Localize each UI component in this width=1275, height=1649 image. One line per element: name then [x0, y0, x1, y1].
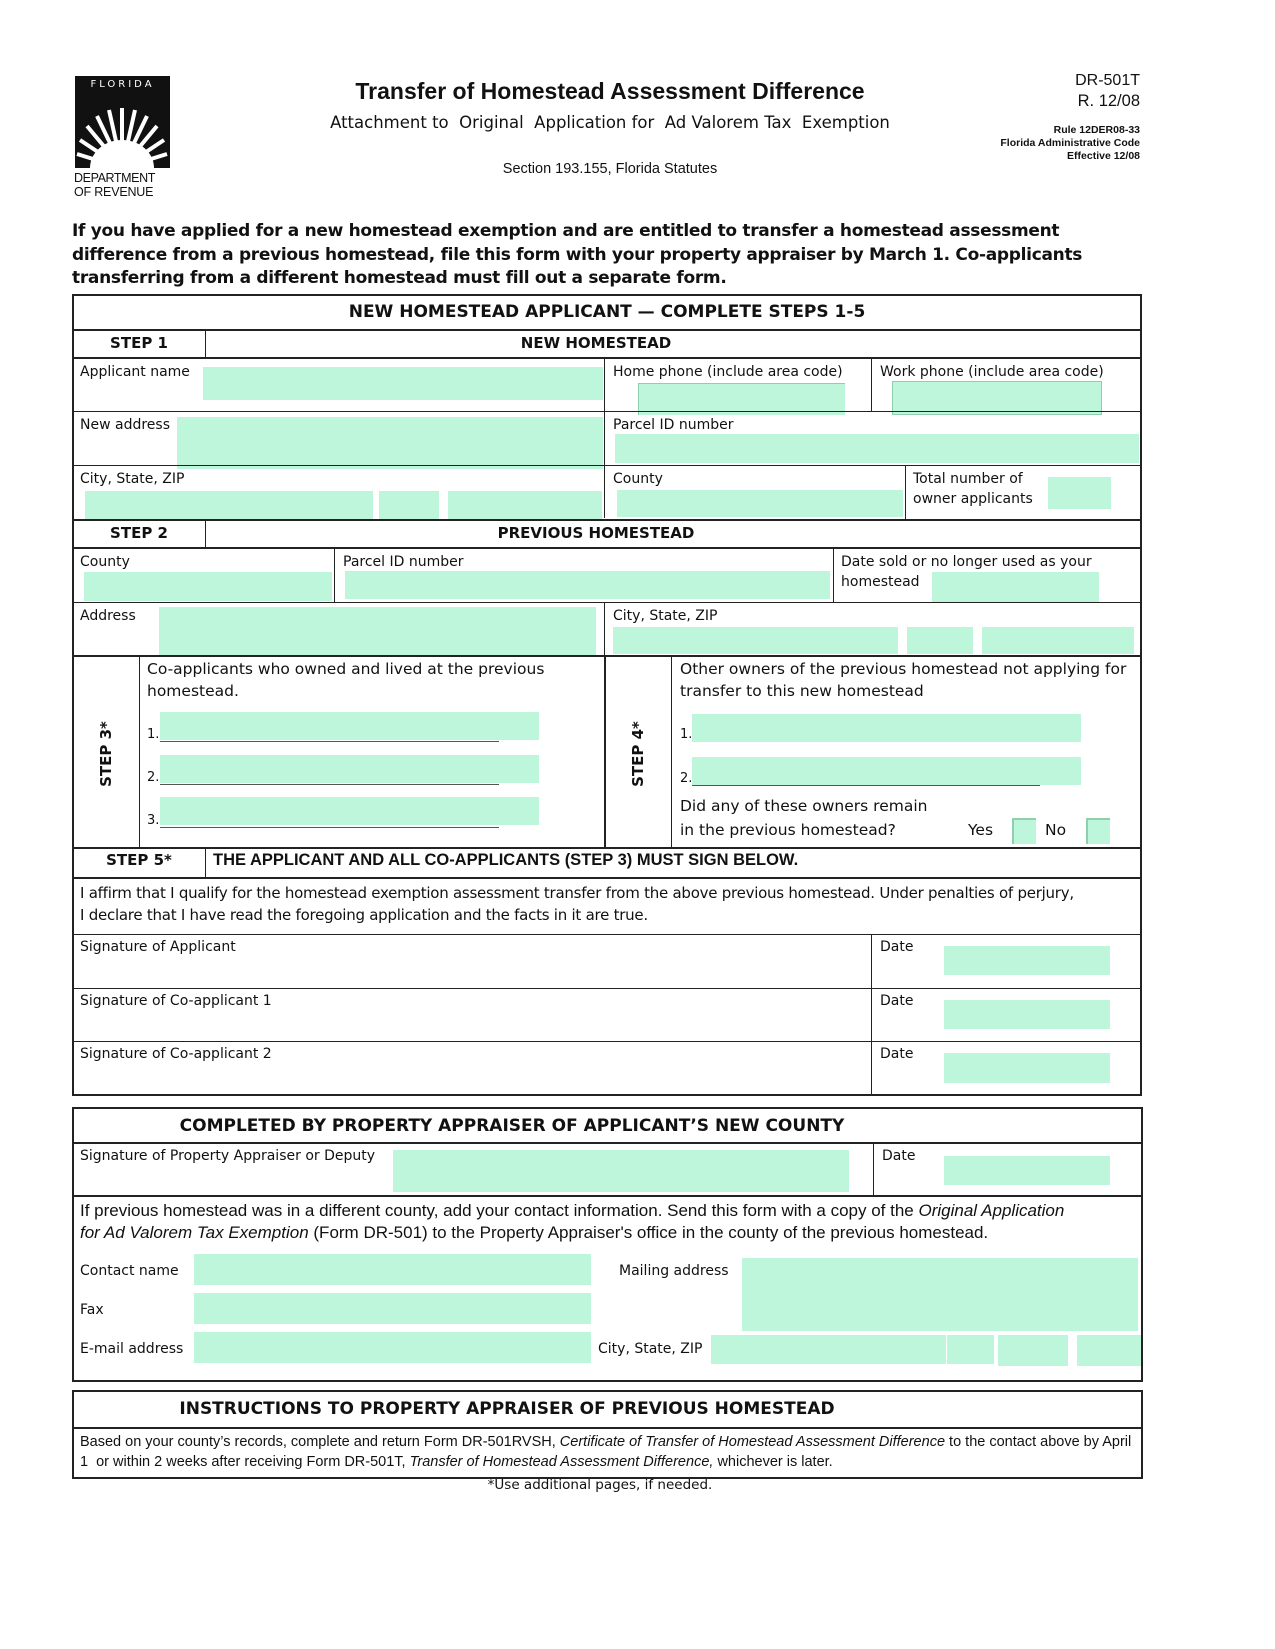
prev-zip-input[interactable] — [982, 627, 1134, 654]
coapplicant2-date-input[interactable] — [944, 1053, 1110, 1083]
divider — [72, 655, 1142, 657]
divider — [72, 1041, 1142, 1042]
contact-name-input[interactable] — [194, 1254, 591, 1285]
intro-line-2: difference from a previous homestead, file this form with your property appraiser by March 1. Co-applicants — [72, 244, 1083, 265]
yes-checkbox[interactable] — [1012, 818, 1036, 844]
coapplicant-3-num: 3. — [147, 813, 160, 828]
coapplicant-1-num: 1. — [147, 727, 160, 742]
divider — [72, 988, 1142, 989]
step3-desc-2: homestead. — [147, 682, 239, 700]
affirmation-line-2: I declare that I have read the foregoing application and the facts in it are true. — [80, 906, 648, 924]
contact-info-note — [80, 1200, 1140, 1244]
fax-label: Fax — [80, 1302, 104, 1318]
new-address-input[interactable] — [177, 417, 603, 469]
instructions-italic-1: Certificate of Transfer of Homestead Assessment Difference — [559, 1434, 946, 1450]
divider — [72, 329, 1142, 331]
zip-input[interactable] — [448, 491, 602, 520]
work-phone-label: Work phone (include area code) — [880, 364, 1104, 380]
divider — [72, 411, 1142, 412]
logo-revenue-text: OF REVENUE — [74, 185, 154, 199]
new-address-label: New address — [80, 417, 170, 433]
step1-label: STEP 1 — [110, 334, 168, 352]
divider — [604, 656, 606, 847]
prev-state-input[interactable] — [907, 627, 973, 654]
applicant-signature-label: Signature of Applicant — [80, 939, 236, 955]
city-input[interactable] — [85, 491, 373, 520]
state-input[interactable] — [379, 491, 439, 520]
prev-address-label: Address — [80, 608, 136, 624]
note-text-1: If previous homestead was in a different county, add your contact information. Send this form with a copy of the — [80, 1201, 919, 1220]
other-owner-2-input[interactable] — [692, 757, 1081, 785]
coapplicant-1-input[interactable] — [160, 712, 539, 740]
prev-parcel-id-label: Parcel ID number — [343, 554, 464, 570]
note-text-2: (Form DR-501) to the Property Appraiser's office in the county of the previous homestead. — [308, 1223, 989, 1242]
coapplicant2-date-label: Date — [880, 1046, 914, 1062]
divider — [205, 848, 206, 878]
appraiser-date-label: Date — [882, 1148, 916, 1164]
total-owners-input[interactable] — [1048, 477, 1111, 509]
applicant-name-input[interactable] — [203, 367, 603, 400]
footnote: *Use additional pages, if needed. — [487, 1477, 713, 1493]
divider — [334, 548, 335, 602]
parcel-id-input[interactable] — [615, 434, 1139, 463]
coapplicant-1-underline — [160, 741, 499, 742]
admin-code: Florida Administrative Code — [1000, 137, 1140, 149]
other-owner-2-underline — [692, 785, 1040, 786]
form-revision: R. 12/08 — [1077, 92, 1140, 110]
form-title: Transfer of Homestead Assessment Difference — [355, 78, 865, 104]
step3-label: STEP 3* — [97, 721, 115, 787]
divider — [873, 1143, 874, 1195]
contact-city-state-zip-label: City, State, ZIP — [598, 1341, 703, 1357]
sunburst-logo-icon — [75, 90, 170, 168]
form-number: DR-501T — [1075, 72, 1140, 89]
coapplicant1-date-label: Date — [880, 993, 914, 1009]
instructions-part-1: Based on your county’s records, complete and return Form DR-501RVSH, — [80, 1434, 560, 1450]
email-label: E-mail address — [80, 1341, 184, 1357]
mailing-address-label: Mailing address — [619, 1263, 729, 1279]
logo-florida-text: FLORIDA — [90, 79, 155, 90]
coapplicant1-signature-label: Signature of Co-applicant 1 — [80, 993, 272, 1009]
instructions-part-2: to the contact above by April — [945, 1434, 1132, 1450]
email-input[interactable] — [194, 1332, 591, 1363]
instructions-part-3: 1 or within 2 weeks after receiving Form DR-501T, — [80, 1454, 410, 1470]
intro-line-1: If you have applied for a new homestead exemption and are entitled to transfer a homestead assessment — [72, 221, 1060, 241]
total-owners-label-2: owner applicants — [913, 491, 1033, 507]
intro-line-3: transferring from a different homestead must fill out a separate form. — [72, 268, 727, 288]
note-italic-1: Original Application — [918, 1201, 1065, 1220]
no-label: No — [1045, 821, 1067, 839]
date-sold-label-2: homestead — [841, 574, 920, 590]
step1-title: NEW HOMESTEAD — [520, 334, 672, 352]
divider — [72, 1427, 1143, 1429]
step5-label: STEP 5* — [106, 851, 172, 869]
instructions-italic-2: Transfer of Homestead Assessment Difference, — [409, 1454, 714, 1470]
form-subtitle: Attachment to Original Application for Ad Valorem Tax Exemption — [330, 113, 890, 132]
coapplicant-2-underline — [160, 784, 499, 785]
county-input[interactable] — [617, 490, 903, 517]
date-sold-label-1: Date sold or no longer used as your — [841, 554, 1092, 570]
divider — [72, 519, 1142, 521]
prev-county-input[interactable] — [84, 572, 332, 601]
total-owners-label-1: Total number of — [913, 471, 1023, 487]
prev-address-input[interactable] — [159, 607, 596, 657]
contact-city-input[interactable] — [711, 1335, 946, 1364]
coapplicant-3-underline — [160, 827, 499, 828]
city-state-zip-label: City, State, ZIP — [80, 471, 185, 487]
appraiser-signature-label: Signature of Property Appraiser or Deputy — [80, 1148, 376, 1164]
statute-reference: Section 193.155, Florida Statutes — [502, 161, 718, 177]
step3-desc-1: Co-applicants who owned and lived at the previous — [147, 660, 545, 678]
step4-desc-2: transfer to this new homestead — [680, 682, 924, 700]
owners-remain-question-1: Did any of these owners remain — [680, 797, 928, 815]
intro-text — [72, 220, 1152, 291]
no-checkbox[interactable] — [1086, 818, 1110, 844]
affirmation-line-1: I affirm that I qualify for the homestead exemption assessment transfer from the above previous homestead. Under penalties of perjury, — [80, 884, 1074, 902]
other-owner-2-num: 2. — [680, 771, 693, 786]
effective-date: Effective 12/08 — [1067, 150, 1140, 162]
coapplicant2-signature-label: Signature of Co-applicant 2 — [80, 1046, 272, 1062]
coapplicant-2-input[interactable] — [160, 755, 539, 783]
logo-department-text: DEPARTMENT — [74, 171, 155, 185]
appraiser-date-input[interactable] — [944, 1156, 1110, 1185]
prev-parcel-id-input[interactable] — [345, 571, 830, 599]
yes-label: Yes — [968, 821, 994, 839]
prev-city-state-zip-label: City, State, ZIP — [613, 608, 718, 624]
county-label: County — [613, 471, 663, 487]
contact-name-label: Contact name — [80, 1263, 179, 1279]
divider — [833, 548, 834, 602]
main-section-header: NEW HOMESTEAD APPLICANT — COMPLETE STEPS 1-5 — [348, 302, 866, 322]
divider — [72, 602, 1142, 603]
applicant-date-label: Date — [880, 939, 914, 955]
parcel-id-label: Parcel ID number — [613, 417, 734, 433]
instructions-title: INSTRUCTIONS TO PROPERTY APPRAISER OF PREVIOUS HOMESTEAD — [179, 1399, 835, 1419]
applicant-name-label: Applicant name — [80, 364, 190, 380]
divider — [72, 847, 1142, 849]
other-owner-1-num: 1. — [680, 727, 693, 742]
divider — [72, 547, 1142, 549]
applicant-signature-area[interactable] — [74, 958, 870, 988]
divider — [604, 603, 605, 655]
contact-zip-ext-input[interactable] — [1077, 1335, 1141, 1366]
divider — [604, 358, 605, 518]
work-phone-input[interactable] — [892, 381, 1102, 415]
appraiser-signature-field[interactable] — [393, 1150, 849, 1192]
step4-desc-1: Other owners of the previous homestead not applying for — [680, 660, 1127, 678]
step5-title: THE APPLICANT AND ALL CO-APPLICANTS (STEP 3) MUST SIGN BELOW. — [213, 851, 799, 869]
owners-remain-question-2: in the previous homestead? — [680, 821, 896, 839]
note-italic-2: for Ad Valorem Tax Exemption — [80, 1223, 309, 1242]
fax-input[interactable] — [194, 1293, 591, 1324]
date-sold-input[interactable] — [932, 572, 1099, 602]
prev-city-input[interactable] — [613, 627, 898, 654]
florida-dor-logo — [75, 76, 170, 201]
divider — [871, 358, 872, 411]
divider — [871, 935, 872, 1095]
applicant-date-input[interactable] — [944, 946, 1110, 975]
step2-title: PREVIOUS HOMESTEAD — [497, 524, 695, 542]
divider — [72, 1195, 1143, 1197]
instructions-part-4: whichever is later. — [713, 1454, 833, 1470]
step4-label: STEP 4* — [629, 721, 647, 787]
divider — [72, 357, 1142, 359]
instructions-text — [80, 1432, 1142, 1472]
step2-label: STEP 2 — [110, 524, 168, 542]
divider — [139, 656, 140, 847]
other-owner-1-input[interactable] — [692, 714, 1081, 742]
rule-number: Rule 12DER08-33 — [1053, 124, 1140, 136]
coapplicant1-date-input[interactable] — [944, 1000, 1110, 1029]
appraiser-section-title: COMPLETED BY PROPERTY APPRAISER OF APPLICANT’S NEW COUNTY — [179, 1116, 845, 1136]
divider — [671, 656, 672, 847]
divider — [72, 934, 1142, 935]
divider — [72, 465, 1142, 466]
coapplicant2-signature-area[interactable] — [74, 1065, 870, 1093]
divider — [72, 877, 1142, 879]
mailing-address-input[interactable] — [742, 1258, 1138, 1331]
home-phone-label: Home phone (include area code) — [613, 364, 843, 380]
coapplicant-3-input[interactable] — [160, 797, 539, 825]
divider — [905, 466, 906, 519]
divider — [72, 1142, 1143, 1144]
coapplicant-2-num: 2. — [147, 770, 160, 785]
coapplicant1-signature-area[interactable] — [74, 1012, 870, 1041]
prev-county-label: County — [80, 554, 130, 570]
contact-state-input[interactable] — [947, 1335, 994, 1364]
contact-zip-input[interactable] — [998, 1335, 1068, 1366]
